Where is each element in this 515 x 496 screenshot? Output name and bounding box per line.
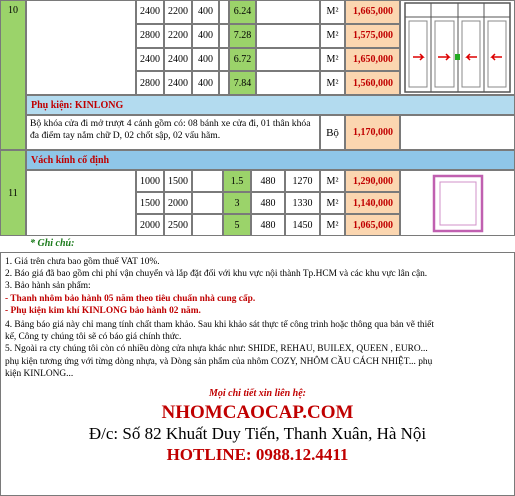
cell-price: 1,140,000 <box>345 192 400 214</box>
accessory-unit <box>320 115 345 150</box>
cell-t: 400 <box>192 0 219 24</box>
cell-gap <box>219 48 229 72</box>
cell-w: 2800 <box>136 24 164 48</box>
cell-gap <box>219 71 229 95</box>
hotline[interactable]: HOTLINE: 0988.12.4411 <box>166 445 349 465</box>
accessory-title-bar <box>26 95 515 115</box>
cell-gap <box>219 0 229 24</box>
cell-w: 1500 <box>136 192 164 214</box>
cell-w: 2400 <box>136 48 164 72</box>
cell-h: 2200 <box>164 24 192 48</box>
fixed-glass-image <box>400 170 515 236</box>
cell-unit: M² <box>320 48 345 72</box>
cell-empty <box>256 24 320 48</box>
cell-area: 7.28 <box>229 24 256 48</box>
cell-area: 5 <box>223 214 251 236</box>
cell-empty <box>256 0 320 24</box>
cell-unit: M² <box>320 214 345 236</box>
accessory-desc-text: Bộ khóa cửa đi mở trượt 4 cánh gồm có: 08 bánh xe cửa đi, 01 thân khóa đa điểm tay nắm chữ D, 02 chốt sập, 02 vấu hãm. <box>30 118 311 141</box>
cell-p: 1330 <box>285 192 320 214</box>
site-name[interactable]: NHOMCAOCAP.COM <box>161 402 354 424</box>
fixed-glass-title-bar <box>26 150 515 170</box>
cell-unit: M² <box>320 71 345 95</box>
cell-h: 2500 <box>164 214 192 236</box>
accessory-description <box>26 115 320 150</box>
notes-box <box>0 252 515 496</box>
fixed-glass-drawing <box>401 171 514 235</box>
cell-unit: M² <box>320 24 345 48</box>
accessory-title: Phụ kiện: KINLONG <box>31 99 124 111</box>
cell-area: 3 <box>223 192 251 214</box>
sliding-door-image <box>400 0 515 95</box>
cell-t: 400 <box>192 71 219 95</box>
row-index-11 <box>0 150 26 236</box>
cell-h: 1500 <box>164 170 192 192</box>
cell-price: 1,290,000 <box>345 170 400 192</box>
note-line: 1. Giá trên chưa bao gồm thuế VAT 10%. <box>5 257 160 267</box>
accessory-image-cell <box>400 115 515 150</box>
cell-empty <box>256 71 320 95</box>
cell-w: 2000 <box>136 214 164 236</box>
index-label: 10 <box>8 5 18 16</box>
cell-p: 1270 <box>285 170 320 192</box>
cell-empty <box>256 48 320 72</box>
spacer-col <box>26 170 136 236</box>
accessory-unit-text: Bộ <box>326 126 339 139</box>
cell-gap <box>192 214 223 236</box>
cell-t: 480 <box>251 192 285 214</box>
note-line: kiện KINLONG... <box>5 368 74 379</box>
cell-gap <box>219 24 229 48</box>
cell-gap <box>192 192 223 214</box>
cell-area: 7.84 <box>229 71 256 95</box>
accessory-price-text: 1,170,000 <box>353 127 393 138</box>
cell-gap <box>192 170 223 192</box>
cell-price: 1,575,000 <box>345 24 400 48</box>
fixed-glass-title: Vách kính cố định <box>31 154 110 166</box>
index-label: 11 <box>8 187 18 199</box>
cell-p: 1450 <box>285 214 320 236</box>
note-line: - Phụ kiện kim khí KINLONG bảo hành 02 năm. <box>5 305 201 316</box>
accessory-price <box>345 115 400 150</box>
notes-header <box>30 238 74 249</box>
cell-t: 400 <box>192 48 219 72</box>
cell-area: 6.24 <box>229 0 256 24</box>
cell-area: 6.72 <box>229 48 256 72</box>
cell-unit: M² <box>320 170 345 192</box>
contact-invite: Mọi chi tiết xin liên hệ: <box>209 388 306 400</box>
notes-header-text: * Ghi chú: <box>30 238 75 249</box>
note-line: 4. Bảng báo giá này chỉ mang tính chất tham khảo. Sau khi khảo sát thực tế công trình hoặc thông qua bản vẽ thiết <box>5 320 434 331</box>
note-line: 5. Ngoài ra cty chúng tôi còn có nhiều dòng cửa nhựa khác như: SHIDE, REHAU, BUILEX, QUEEN , EURO... <box>5 344 428 355</box>
note-line: 2. Báo giá đã bao gồm chi phí vận chuyển và lắp đặt đối với khu vực nội thành Tp.HCM và các khu vực lân cận. <box>5 269 428 280</box>
cell-h: 2400 <box>164 71 192 95</box>
cell-w: 2800 <box>136 71 164 95</box>
cell-price: 1,560,000 <box>345 71 400 95</box>
cell-price: 1,065,000 <box>345 214 400 236</box>
cell-w: 2400 <box>136 0 164 24</box>
cell-unit: M² <box>320 192 345 214</box>
cell-w: 1000 <box>136 170 164 192</box>
cell-area: 1.5 <box>223 170 251 192</box>
cell-price: 1,665,000 <box>345 0 400 24</box>
cell-h: 2400 <box>164 48 192 72</box>
spacer-col <box>26 0 136 95</box>
cell-t: 480 <box>251 214 285 236</box>
cell-t: 400 <box>192 24 219 48</box>
cell-unit: M² <box>320 0 345 24</box>
note-line: - Thanh nhôm bảo hành 05 năm theo tiêu chuẩn nhà cung cấp. <box>5 293 256 304</box>
note-line: kế, Công ty chúng tôi sẽ có báo giá chính thức. <box>5 332 182 343</box>
note-line: phụ kiện tương ứng với từng dòng nhựa, và Dòng sản phẩm của nhôm COZY, NHÔM CẦU CÁCH NHIỆT... phụ <box>5 356 433 367</box>
cell-price: 1,650,000 <box>345 48 400 72</box>
sliding-door-drawing <box>401 1 514 94</box>
row-index-10 <box>0 0 26 150</box>
cell-t: 480 <box>251 170 285 192</box>
cell-h: 2000 <box>164 192 192 214</box>
cell-h: 2200 <box>164 0 192 24</box>
note-line: 3. Bảo hành sản phẩm: <box>5 281 91 292</box>
address: Đ/c: Số 82 Khuất Duy Tiến, Thanh Xuân, Hà Nội <box>88 424 427 444</box>
